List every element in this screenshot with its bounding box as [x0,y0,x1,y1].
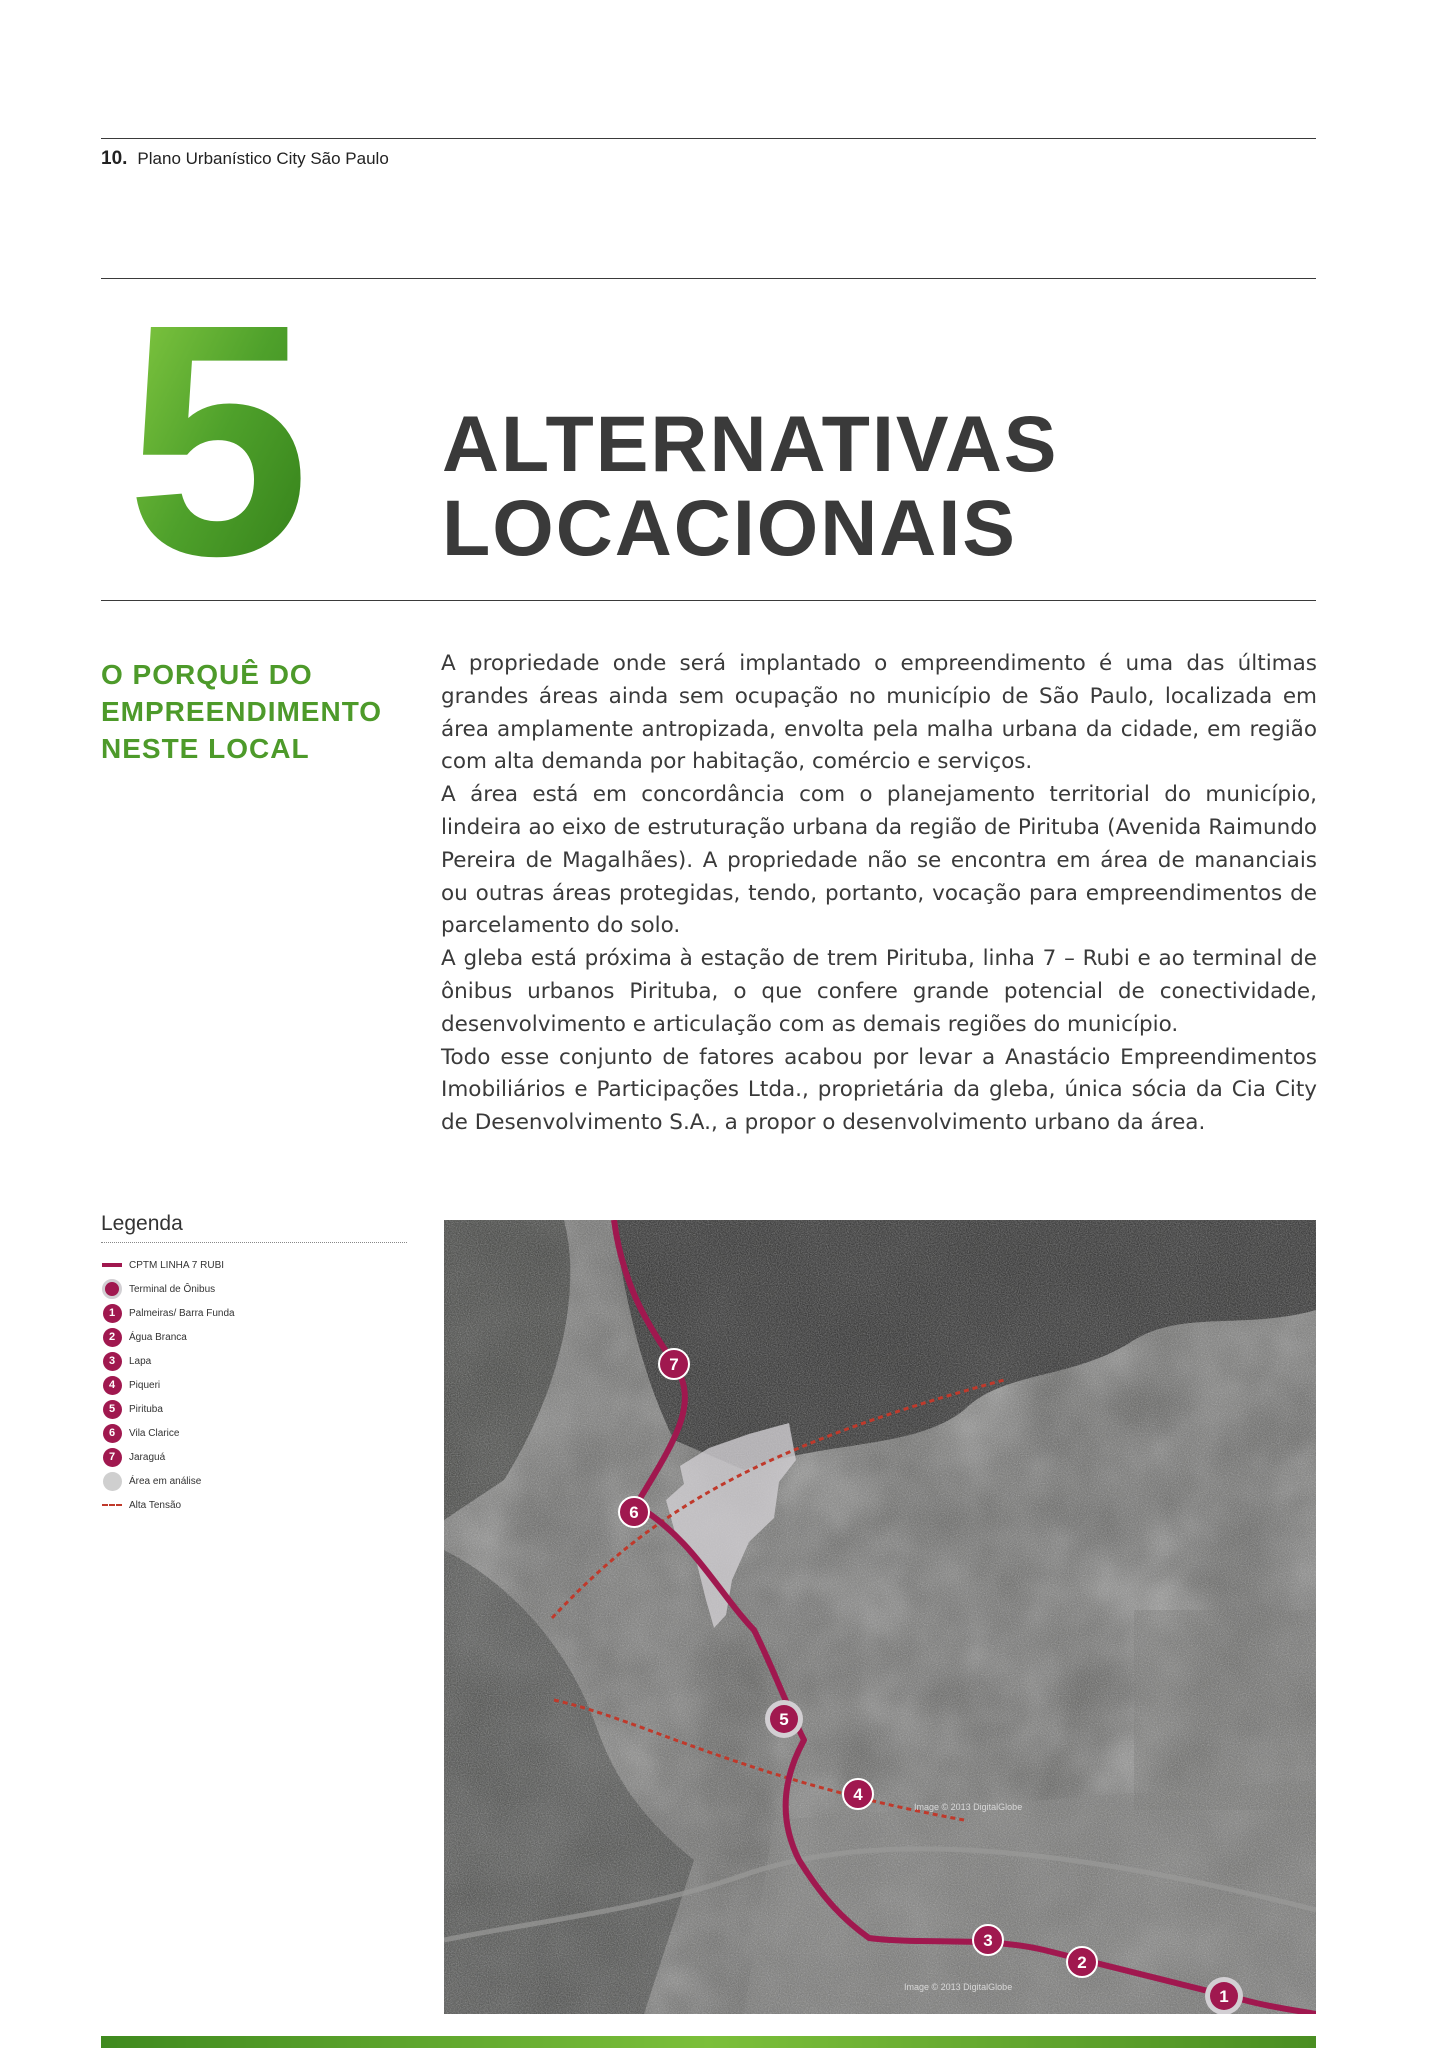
legend-label: Palmeiras/ Barra Funda [129,1307,235,1319]
body-paragraph-2: A área está em concordância com o planejamento territorial do município, lindeira ao eixo de estruturação urbana da região de Pirituba (Avenida Raimundo Pereira de Magalhães). A propriedade não se encontra em área de mananciais ou outras áreas protegidas, tendo, portanto, vocação para empreendimentos de parcelamento do solo. [441,782,1317,939]
map-station-6 [619,1497,649,1527]
side-heading-line-3: NESTE LOCAL [101,733,310,764]
legend-item-station [101,1421,407,1445]
legend-label: CPTM LINHA 7 RUBI [129,1259,225,1271]
station-number-icon: 2 [103,1328,122,1347]
page-number: 10. [101,148,128,169]
legend-title: Legenda [101,1212,407,1243]
station-number-icon: 7 [103,1448,122,1467]
station-label: 5 [779,1710,789,1729]
station-label: 3 [983,1931,993,1950]
chapter-number-glyph: 5 [126,292,310,582]
satellite-map [444,1220,1316,2014]
legend-item-station [101,1373,407,1397]
side-heading-line-2: EMPREENDIMENTO [101,696,383,727]
area-swatch-icon [101,1470,123,1492]
station-number-icon: 5 [103,1400,122,1419]
map-station-4 [843,1779,873,1809]
station-number-icon: 1 [103,1304,122,1323]
station-label: 2 [1077,1953,1087,1972]
bus-terminal-icon [101,1278,123,1300]
station-label: 7 [669,1355,679,1374]
rail-line-swatch [101,1254,123,1276]
station-label: 1 [1219,1987,1229,2006]
legend-item-rail-line [101,1253,407,1277]
legend-item-area [101,1469,407,1493]
map-station-2 [1067,1947,1097,1977]
station-number-icon: 3 [103,1352,122,1371]
legend-item-station [101,1349,407,1373]
legend-label: Alta Tensão [129,1499,182,1511]
station-number-icon: 4 [103,1376,122,1395]
legend-item-high-voltage [101,1493,407,1517]
legend-label: Terminal de Ônibus [129,1283,216,1295]
legend-item-station [101,1301,407,1325]
station-label: 6 [629,1503,639,1522]
body-paragraph-1: A propriedade onde será implantado o empreendimento é uma das últimas grandes áreas ainda sem ocupação no município de São Paulo, localizada em área amplamente antropizada, envolta pela malha urbana da cidade, em região com alta demanda por habitação, comércio e serviços. [441,651,1317,775]
body-paragraph-3: A gleba está próxima à estação de trem Pirituba, linha 7 – Rubi e ao terminal de ônibus urbanos Pirituba, o que confere grande potencial de conectividade, desenvolvimento e articulação com as demais regiões do município. [441,946,1317,1037]
map-station-1-terminal [1205,1977,1243,2014]
chapter-title [442,399,1059,572]
map-station-5-terminal [765,1700,803,1738]
footer-bar [101,2036,1316,2048]
legend-item-station [101,1325,407,1349]
legend-item-station [101,1445,407,1469]
legend-label: Piqueri [129,1379,161,1391]
body-paragraph-4: Todo esse conjunto de fatores acabou por levar a Anastácio Empreendimentos Imobiliários e Participações Ltda., proprietária da gleba, única sócia da Cia City de Desenvolvimento S.A., a propor o desenvolvimento urbano da área. [441,1044,1317,1136]
legend-label: Pirituba [129,1403,163,1415]
page-header [101,148,389,170]
chapter-title-line-1: ALTERNATIVAS [442,399,1059,488]
chapter-number [118,292,318,582]
legend-label: Área em análise [129,1475,202,1487]
publication-title: Plano Urbanístico City São Paulo [137,149,389,168]
legend-item-station [101,1397,407,1421]
map-legend [101,1212,407,1517]
chapter-bottom-rule [101,600,1316,601]
side-heading-line-1: O PORQUÊ DO [101,659,313,690]
header-rule [101,138,1316,139]
legend-label: Lapa [129,1355,152,1367]
station-number-icon: 6 [103,1424,122,1443]
legend-label: Vila Clarice [129,1427,180,1439]
chapter-title-line-2: LOCACIONAIS [442,483,1017,572]
station-label: 4 [853,1785,863,1804]
chapter-top-rule [101,278,1316,279]
legend-item-bus-terminal [101,1277,407,1301]
high-voltage-swatch [101,1494,123,1516]
map-credit: Image © 2013 DigitalGlobe [914,1802,1023,1812]
map-station-7 [659,1349,689,1379]
legend-label: Água Branca [129,1331,187,1343]
map-station-3 [973,1925,1003,1955]
body-text [441,648,1317,1140]
side-heading [101,656,401,767]
legend-label: Jaraguá [129,1451,166,1463]
map-credit: Image © 2013 DigitalGlobe [904,1982,1013,1992]
